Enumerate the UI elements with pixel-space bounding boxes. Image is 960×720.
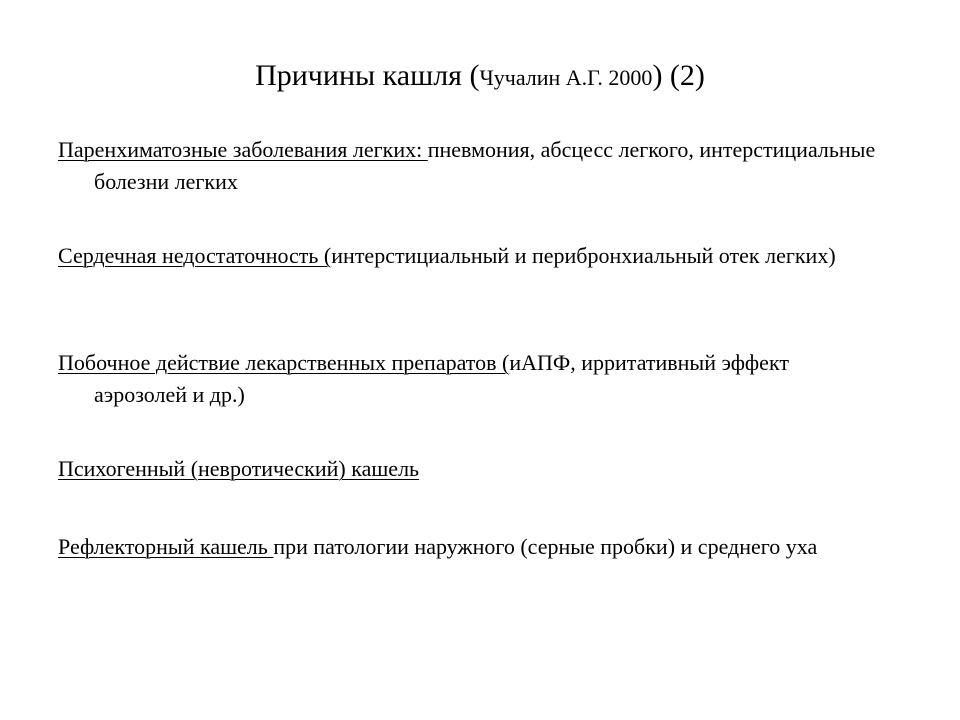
list-item — [58, 347, 878, 411]
item-heading: Рефлекторный кашель — [58, 534, 274, 559]
list-item — [58, 453, 878, 485]
item-heading: Сердечная недостаточность ( — [58, 243, 332, 268]
list-item — [58, 531, 878, 563]
list-item — [58, 134, 878, 198]
item-heading: Побочное действие лекарственных препаратов ( — [58, 350, 510, 375]
title-suffix: ) (2) — [652, 59, 705, 92]
item-text: иАПФ, ирритативный эффект аэрозолей и др.) — [94, 350, 789, 407]
title-author: Чучалин А.Г. 2000 — [479, 65, 653, 90]
item-heading: Психогенный (невротический) кашель — [58, 456, 420, 481]
list-item — [58, 240, 878, 272]
item-text: пневмония, абсцесс легкого, интерстициальные болезни легких — [94, 137, 876, 194]
item-text: интерстициальный и перибронхиальный отек легких) — [331, 243, 836, 268]
item-heading: Паренхиматозные заболевания легких: — [58, 137, 428, 162]
slide-title — [0, 58, 960, 96]
title-main: Причины кашля ( — [255, 59, 480, 92]
item-text: при патологии наружного (серные пробки) и среднего уха — [273, 534, 818, 559]
